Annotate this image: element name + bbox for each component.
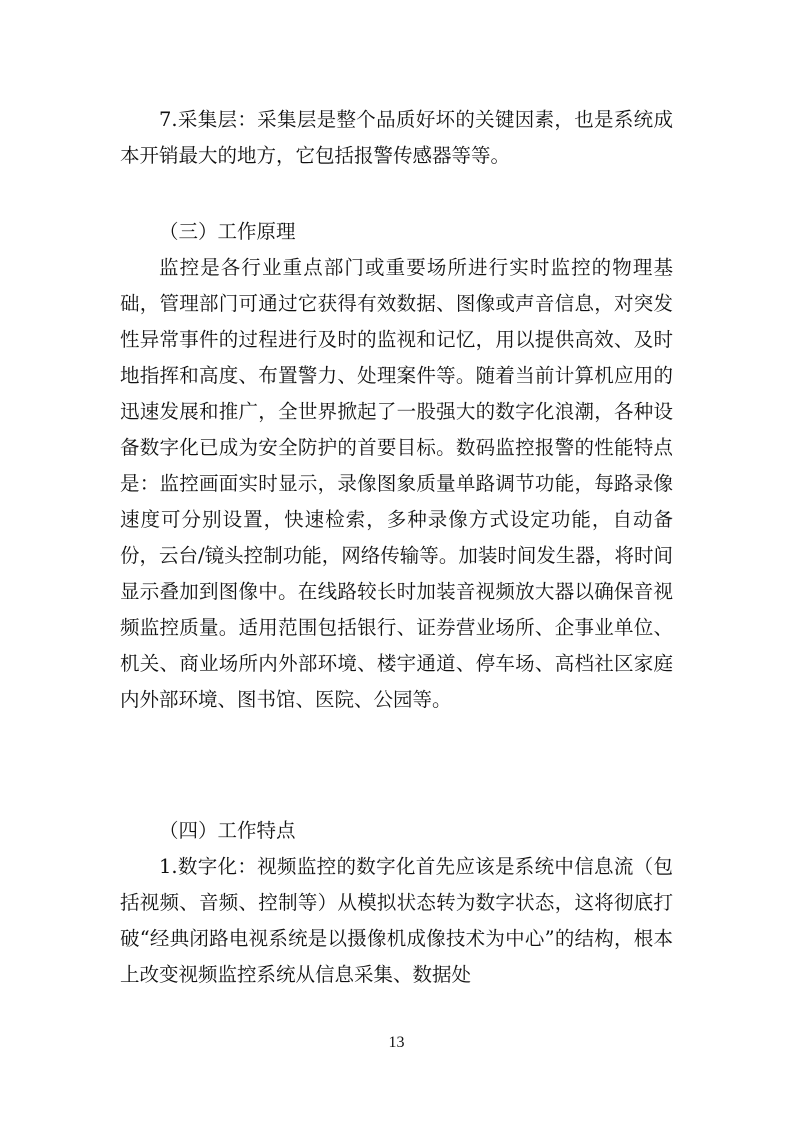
paragraph-digitization: 1.数字化：视频监控的数字化首先应该是系统中信息流（包括视频、音频、控制等）从模拟状态转为数字状态，这将彻底打破“经典闭路电视系统是以摄像机成像技术为中心”的结构，根本上改变视频监控系统从信息采集、数据处 — [120, 855, 673, 986]
paragraph-acquisition-layer: 7.采集层：采集层是整个品质好坏的关键因素，也是系统成本开销最大的地方，它包括报警传感器等等。 — [120, 108, 673, 167]
paragraph-working-principle: 监控是各行业重点部门或重要场所进行实时监控的物理基础，管理部门可通过它获得有效数据、图像或声音信息，对突发性异常事件的过程进行及时的监视和记忆，用以提供高效、及时地指挥和高度、布置警力、处理案件等。随着当前计算机应用的迅速发展和推广，全世界掀起了一股强大的数字化浪潮，各种设备数字化已成为安全防护的首要目标。数码监控报警的性能特点是：监控画面实时显示，录像图象质量单路调节功能，每路录像速度可分别设置，快速检索，多种录像方式设定功能，自动备份，云台/镜头控制功能，网络传输等。加装时间发生器，将时间显示叠加到图像中。在线路较长时加装音视频放大器以确保音视频监控质量。适用范围包括银行、证券营业场所、企事业单位、机关、商业场所内外部环境、楼宇通道、停车场、高档社区家庭内外部环境、图书馆、医院、公园等。 — [120, 256, 673, 711]
page-number: 13 — [388, 1034, 405, 1051]
section-heading-working-features: （四）工作特点 — [159, 819, 296, 842]
section-heading-working-principle: （三）工作原理 — [159, 220, 296, 243]
